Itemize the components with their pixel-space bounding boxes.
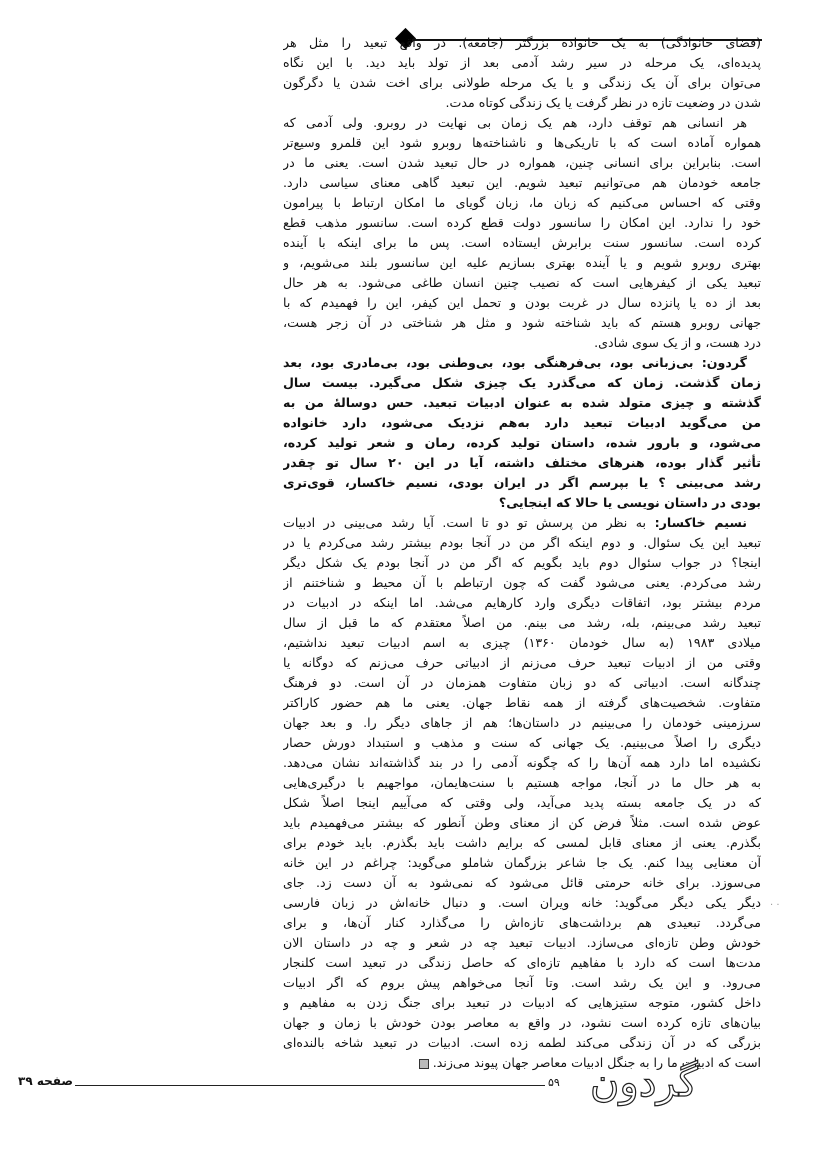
text-line — [283, 1033, 761, 1053]
line-text: خود را ندارد. این امکان را سانسور دولت قطع کرده است. سانسور مذهب قطع — [283, 215, 761, 230]
footer-rule — [75, 1085, 545, 1086]
line-text: دیگر یکی دیگر می‌گوید: خانه ویران است. و دنبال خانه‌اش در زبان فارسی — [283, 895, 761, 910]
line-text: داخل کشور، متوجه ستیزهایی که ادبیات در تبعید برای جنگ زدن به مفاهیم و — [283, 995, 761, 1010]
text-line — [283, 713, 761, 733]
text-line — [283, 93, 761, 113]
text-line — [283, 793, 761, 813]
text-line — [283, 753, 761, 773]
text-line — [283, 673, 761, 693]
end-of-article-icon — [419, 1059, 429, 1069]
line-text: هر انسانی هم توقف دارد، هم یک زمان بی نهایت در روبرو. ولی آدمی که — [283, 115, 747, 130]
line-text: گذشته و چیزی متولد شده به عنوان ادبیات تبعید. حس دوسالهٔ من به — [283, 395, 761, 410]
line-text: می‌توان برای آن یک زندگی و یا یک مرحله طولانی برای اخت شدن یا دگرگون — [283, 75, 761, 90]
line-text: بیان‌های تازه کرده است نشود، در واقع به معاصر بودن خودش با زمان و جهان — [283, 1015, 761, 1030]
line-text: می‌گردد. تبعیدی هم برداشت‌های تازه‌اش را می‌گذارد کنار آن‌ها، و برای — [283, 915, 761, 930]
line-text: خودش وطن تازه‌ای می‌سازد. ادبیات تبعید چه در شعر و چه در داستان الان — [283, 935, 761, 950]
article-column — [283, 33, 761, 1073]
line-text: رشد می‌کردم. یعنی می‌شود گفت که چون ارتباطم با آن محیط و شناختنم از — [283, 575, 761, 590]
text-line — [283, 413, 761, 433]
text-line — [283, 833, 761, 853]
line-text: چندگانه است. ادبیاتی که دو زبان متفاوت همزمان در آن است. دو فرهنگ — [283, 675, 761, 690]
text-line — [283, 273, 761, 293]
line-text: می‌شود، و بارور شده، داستان تولید کرده، رمان و شعر تولید کرده، — [283, 435, 761, 450]
line-text: عوض شده است. مثلاً فرض کن از معنای وطن آنطور که بیشتر می‌فهمیدم باید — [283, 815, 761, 830]
line-text: تأثیر گذار بوده، هنرهای مختلف داشته، آیا در این ۲۰ سال تو چقدر — [283, 455, 761, 470]
text-line — [283, 813, 761, 833]
text-line — [283, 253, 761, 273]
text-line — [283, 953, 761, 973]
text-line — [283, 653, 761, 673]
text-line — [283, 553, 761, 573]
line-text: بهتری روبرو شویم و یا آینده بهتری بسازیم علیه این سانسور بلند می‌شویم، و — [283, 255, 761, 270]
magazine-logo: گردون — [590, 1060, 698, 1106]
line-text: درد هست، و از یک سوی شادی. — [594, 335, 761, 350]
text-line — [283, 33, 761, 53]
text-line — [283, 233, 761, 253]
text-line — [283, 153, 761, 173]
line-text: گردون: بی‌زبانی بود، بی‌فرهنگی بود، بی‌وطنی بود، بی‌مادری بود، بعد — [283, 355, 747, 370]
text-line — [283, 593, 761, 613]
text-line — [283, 73, 761, 93]
line-text: است که ادبیات ما را به جنگل ادبیات معاصر جهان پیوند می‌زند. — [432, 1055, 761, 1070]
text-line — [283, 533, 761, 553]
text-line — [283, 173, 761, 193]
line-text: به نظر من پرسش تو دو تا است. آیا رشد می‌بینی در ادبیات — [283, 515, 655, 530]
text-line — [283, 113, 761, 133]
text-line — [283, 473, 761, 493]
line-text: بزرگی که در آن زندگی می‌کند لطمه زده است. ادبیات در تبعید شاخه بالنده‌ای — [283, 1035, 761, 1050]
text-line — [283, 193, 761, 213]
line-text: نکشیده اما دارد همه آن‌ها را که چگونه آدمی را در بند گذاشته‌اند نشان می‌دهد. — [283, 755, 761, 770]
line-text: وقتی من از ادبیات تبعید حرف می‌زنم از ادبیاتی حرف می‌زنم که دوگانه یا — [283, 655, 761, 670]
line-text: سرزمینی خودمان را می‌بینیم در داستان‌ها؛ هم از جاهای دیگر را. و بعد جهان — [283, 715, 761, 730]
text-line — [283, 993, 761, 1013]
line-text: (فضای خانوادگی) به یک خانواده بزرگتر (جامعه). در واقع تبعید را مثل هر — [283, 35, 761, 50]
text-line — [283, 913, 761, 933]
line-text: اینجا؟ در جواب سئوال دوم باید بگویم که اگر من در آنجا بودم یک شکل دیگر — [283, 555, 761, 570]
text-line — [283, 433, 761, 453]
text-line — [283, 693, 761, 713]
text-line — [283, 773, 761, 793]
line-text: جامعه خودمان هم می‌توانیم تبعید شویم. این تبعید گاهی معنای سیاسی دارد. — [283, 175, 761, 190]
line-text: که در یک جامعه بسته پدید می‌آید، ولی وقتی که می‌آییم اینجا اصلاً شکل — [283, 795, 761, 810]
line-text: تبعید یکی از کیفرهایی است که نصیب چنین انسان طاغی می‌شود. به هر حال — [283, 275, 761, 290]
text-line — [283, 973, 761, 993]
text-line — [283, 733, 761, 753]
line-text: بگذرم. یعنی از معنای قابل لمسی که برایم داشت باید بگذرم. باید خودم برای — [283, 835, 761, 850]
line-text: می‌رود. و این یک رشد است. وتا آنجا می‌خواهم پیش بروم که اگر ادبیات — [283, 975, 761, 990]
text-line — [283, 573, 761, 593]
text-line — [283, 873, 761, 893]
text-line — [283, 333, 761, 353]
text-line — [283, 53, 761, 73]
line-text: زمان گذشت. زمان که می‌گذرد یک چیزی شکل می‌گیرد. بیست سال — [283, 375, 761, 390]
line-text: تبعید این یک سئوال. و دوم اینکه اگر من در آنجا بودم بیشتر رشد می‌کردم یا در — [283, 535, 761, 550]
line-text: بودی در داستان نویسی یا حالا که اینجایی؟ — [498, 495, 761, 510]
text-line — [283, 453, 761, 473]
text-line — [283, 373, 761, 393]
line-text: متفاوت. شخصیت‌های گرفته از همه نقاط جهان. یعنی ما هم حضور کاراکتر — [283, 695, 761, 710]
text-line — [283, 213, 761, 233]
speaker-name: نسیم خاکسار: — [654, 515, 747, 530]
text-line — [283, 393, 761, 413]
line-text: میلادی ۱۹۸۳ (به سال خودمان ۱۳۶۰) چیزی به اسم ادبیات تبعید نداشتیم، — [283, 635, 761, 650]
line-text: تبعید رشد می‌بینم، بله، رشد می بینم. من اصلاً معتقدم که ما قبل از سال — [283, 615, 761, 630]
text-line — [283, 513, 761, 533]
text-line — [283, 293, 761, 313]
line-text: است. بنابراین برای انسانی چنین، همواره در حال تبعید شدن است. یعنی ما در — [283, 155, 761, 170]
line-text: آن معنایی پیدا کنم. یک جا شاعر بزرگمان شاملو می‌گوید: چراغم در این خانه — [283, 855, 761, 870]
line-text: به هر حال ما در آنجا، مواجه هستیم با سنت‌هایمان، مواجهیم با درگیری‌هایی — [283, 775, 761, 790]
scan-speckle: · · — [770, 900, 780, 911]
line-text: مدت‌ها است که دارد با مفاهیم تازه‌ای که حاصل زندگی در تبعید است کلنجار — [283, 955, 761, 970]
line-text: شدن در وضعیت تازه در نظر گرفت یا یک زندگی کوتاه مدت. — [445, 95, 761, 110]
text-line — [283, 853, 761, 873]
text-line — [283, 613, 761, 633]
line-text: مردم بیشتر بود، اتفاقات دیگری وارد کارهایم می‌شد. اما اینکه در ادبیات در — [283, 595, 761, 610]
line-text: پدیده‌ای، یک مرحله در سیر رشد آدمی بعد از تولد باید دید. با این نگاه — [283, 55, 761, 70]
page-label: صفحه ۳۹ — [18, 1074, 73, 1088]
issue-number: ۵۹ — [548, 1076, 560, 1089]
line-text: بعد از ده یا پانزده سال در غربت بودن و تحمل این کیفر، این را فهمیدم که با — [283, 295, 761, 310]
line-text: می‌سوزد. برای خانه حرمتی قائل می‌شود که نمی‌شود به آن دست زد. جای — [283, 875, 761, 890]
text-line — [283, 353, 761, 373]
text-line — [283, 313, 761, 333]
line-text: رشد می‌بینی ؟ یا بپرسم اگر در ایران بودی، نسیم خاکسار، قوی‌تری — [283, 475, 761, 490]
text-line — [283, 933, 761, 953]
text-line — [283, 1013, 761, 1033]
text-line — [283, 493, 761, 513]
text-line — [283, 133, 761, 153]
text-line — [283, 893, 761, 913]
line-text: همواره آماده است که با تاریکی‌ها و ناشناخته‌ها روبرو شود این قلمرو وسیع‌تر — [283, 135, 761, 150]
line-text: کرده است. سانسور سنت برابرش ایستاده است. پس ما برای اینکه با آینده — [283, 235, 761, 250]
line-text: دیگری را اصلاً می‌بینیم. یک جهانی که سنت و مذهب و استبداد دورش حصار — [283, 735, 761, 750]
line-text: جهانی روبرو هستم که باید شناخته شود و مثل هر شناختی در آن زجر هست، — [283, 315, 761, 330]
line-text: وقتی که احساس می‌کنیم که زبان ما، زبان گویای ما امکان ارتباط با پیرامون — [283, 195, 761, 210]
line-text: من می‌گوید ادبیات تبعید دارد به‌هم نزدیک می‌شود، دارد خانواده — [283, 415, 761, 430]
text-line — [283, 633, 761, 653]
